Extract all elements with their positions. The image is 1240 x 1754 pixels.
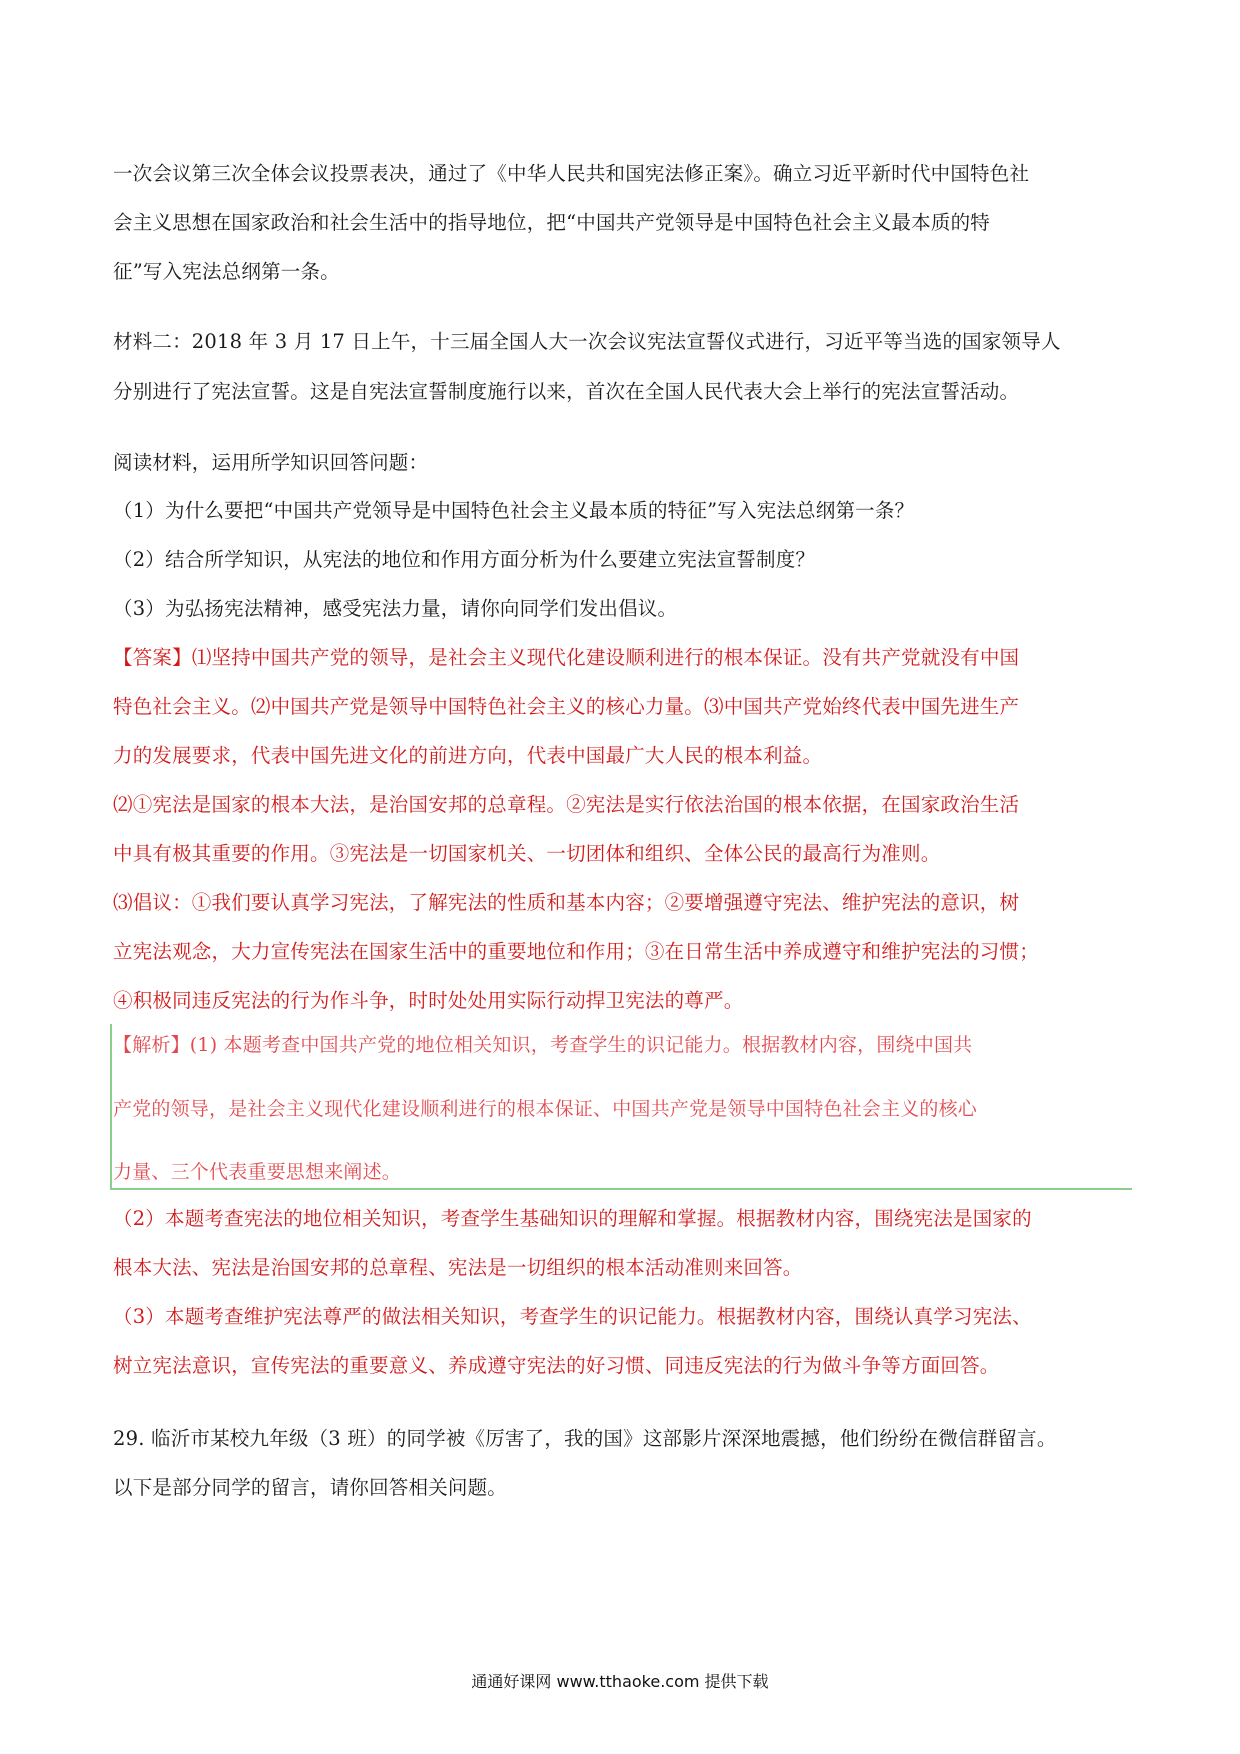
answer-line-4: ⑵①宪法是国家的根本大法，是治国安邦的总章程。②宪法是实行依法治国的根本依据，在国家政治生活 xyxy=(113,793,1020,816)
answer-tag: 【答案】 xyxy=(113,646,192,669)
analysis-line-6: （3）本题考查维护宪法尊严的做法相关知识，考查学生的识记能力。根据教材内容，围绕认真学习宪法、 xyxy=(113,1305,1032,1328)
analysis-line-2: 产党的领导，是社会主义现代化建设顺利进行的根本保证、中国共产党是领导中国特色社会主义的核心 xyxy=(113,1098,978,1120)
footer-source: 通通好课网 www.tthaoke.com 提供下载 xyxy=(471,1672,769,1691)
question29-line-1: 29. 临沂市某校九年级（3 班）的同学被《厉害了，我的国》这部影片深深地震撼，他们纷纷在微信群留言。 xyxy=(113,1427,1057,1450)
analysis-line-7: 树立宪法意识，宣传宪法的重要意义、养成遵守宪法的好习惯、同违反宪法的行为做斗争等方面回答。 xyxy=(113,1354,1000,1377)
question-3: （3）为弘扬宪法精神，感受宪法力量，请你向同学们发出倡议。 xyxy=(113,597,678,620)
question-1: （1）为什么要把“中国共产党领导是中国特色社会主义最本质的特征”写入宪法总纲第一条？ xyxy=(113,499,915,522)
question-2: （2）结合所学知识，从宪法的地位和作用方面分析为什么要建立宪法宣誓制度？ xyxy=(113,548,816,571)
answer-line-2: 特色社会主义。⑵中国共产党是领导中国特色社会主义的核心力量。⑶中国共产党始终代表中国先进生产 xyxy=(113,695,1020,718)
material1-line-2: 会主义思想在国家政治和社会生活中的指导地位，把“中国共产党领导是中国特色社会主义最本质的特 xyxy=(113,211,990,234)
analysis-line-1: 【解析】(1) 本题考查中国共产党的地位相关知识，考查学生的识记能力。根据教材内容，围绕中国共 xyxy=(113,1034,973,1056)
answer-line-5: 中具有极其重要的作用。③宪法是一切国家机关、一切团体和组织、全体公民的最高行为准则。 xyxy=(113,842,941,865)
answer-line-1 xyxy=(113,644,1133,672)
analysis-line-5: 根本大法、宪法是治国安邦的总章程、宪法是一切组织的根本活动准则来回答。 xyxy=(113,1256,803,1279)
material1-line-3: 征”写入宪法总纲第一条。 xyxy=(113,260,340,283)
material1-line-1: 一次会议第三次全体会议投票表决，通过了《中华人民共和国宪法修正案》。确立习近平新时代中国特色社 xyxy=(113,162,1030,185)
answer-line-3: 力的发展要求，代表中国先进文化的前进方向，代表中国最广大人民的根本利益。 xyxy=(113,744,823,767)
analysis-line-4: （2）本题考查宪法的地位相关知识，考查学生基础知识的理解和掌握。根据教材内容，围绕宪法是国家的 xyxy=(113,1207,1032,1230)
material2-line-1: 材料二：2018 年 3 月 17 日上午，十三届全国人大一次会议宪法宣誓仪式进行，习近平等当选的国家领导人 xyxy=(113,330,1061,353)
material2-line-2: 分别进行了宪法宣誓。这是自宪法宣誓制度施行以来，首次在全国人民代表大会上举行的宪法宣誓活动。 xyxy=(113,380,1020,403)
answer-line-1-text: ⑴坚持中国共产党的领导，是社会主义现代化建设顺利进行的根本保证。没有共产党就没有中国 xyxy=(191,646,1020,669)
analysis-line-3: 力量、三个代表重要思想来阐述。 xyxy=(113,1161,402,1183)
question29-line-2: 以下是部分同学的留言，请你回答相关问题。 xyxy=(113,1476,508,1499)
question-instruction: 阅读材料，运用所学知识回答问题： xyxy=(113,451,429,474)
answer-line-7: 立宪法观念，大力宣传宪法在国家生活中的重要地位和作用；③在日常生活中养成遵守和维护宪法的习惯； xyxy=(113,940,1039,963)
answer-line-8: ④积极同违反宪法的行为作斗争，时时处处用实际行动捍卫宪法的尊严。 xyxy=(113,989,744,1012)
answer-line-6: ⑶倡议：①我们要认真学习宪法，了解宪法的性质和基本内容；②要增强遵守宪法、维护宪法的意识，树 xyxy=(113,891,1020,914)
